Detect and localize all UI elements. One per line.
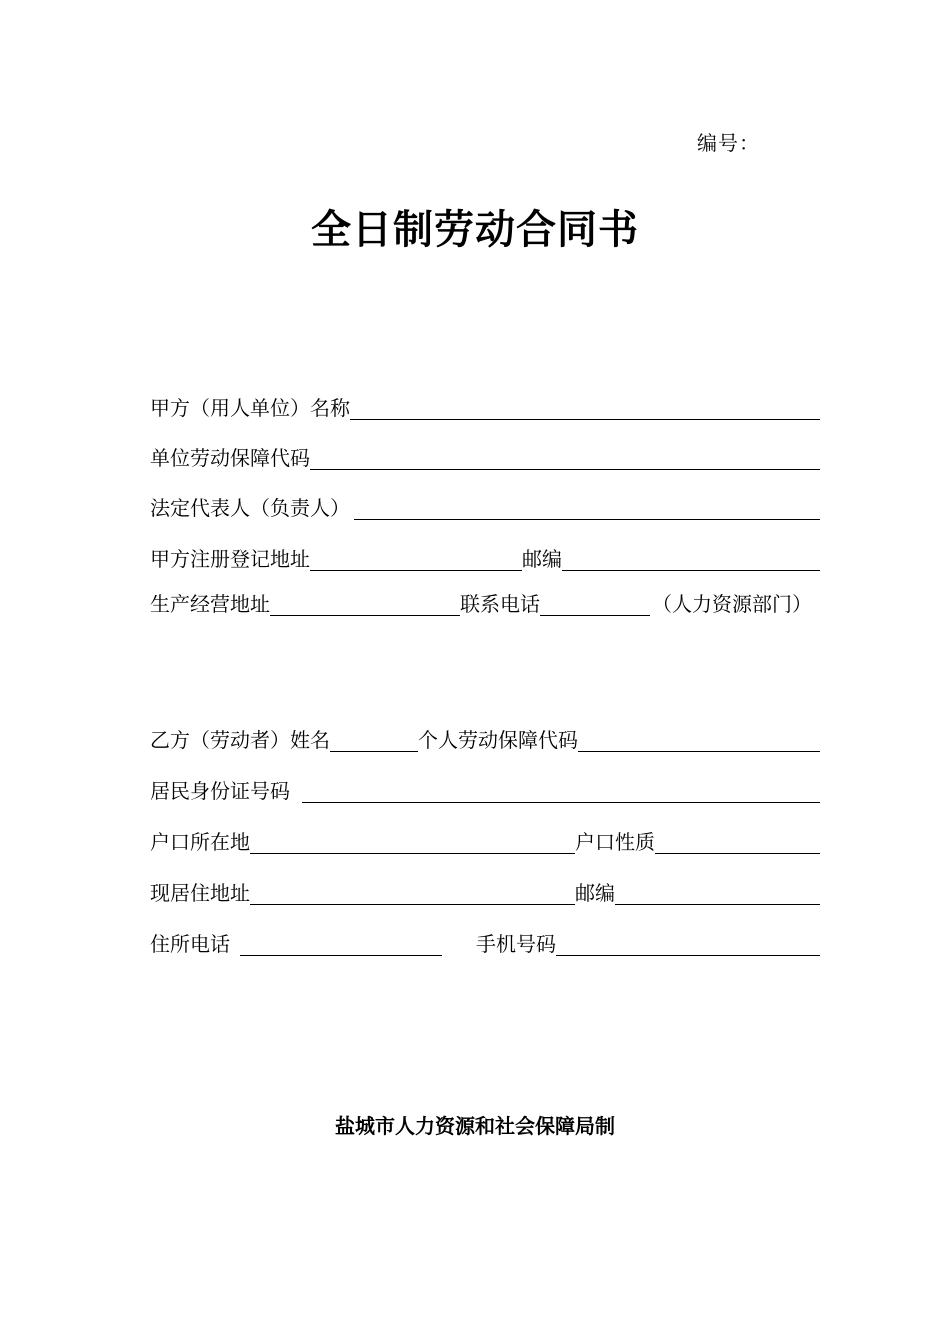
party-b-home-phone-field[interactable] [240,933,442,956]
party-a-biz-address-row [150,588,820,616]
party-b-home-phone-label: 住所电话 [150,932,230,956]
party-a-name-row [150,392,820,420]
party-b-hukou-field[interactable] [250,831,575,854]
party-a-biz-address-label: 生产经营地址 [150,592,270,616]
party-b-phone-row [150,928,820,956]
party-a-code-field[interactable] [310,447,820,470]
party-a-rep-field[interactable] [354,497,820,520]
party-b-address-field[interactable] [250,882,575,905]
party-b-address-label: 现居住地址 [150,881,250,905]
party-b-hukou-row [150,826,820,854]
document-title: 全日制劳动合同书 [311,207,639,253]
party-b-mobile-label: 手机号码 [476,932,556,956]
party-b-id-row [150,775,820,803]
party-a-phone-label: 联系电话 [460,592,540,616]
party-b-hukou-type-field[interactable] [655,831,820,854]
party-b-code-label: 个人劳动保障代码 [418,728,578,752]
party-a-name-label: 甲方（用人单位）名称 [150,396,350,420]
issuer-footer: 盐城市人力资源和社会保障局制 [335,1114,615,1138]
party-b-code-field[interactable] [578,729,820,752]
party-a-postcode-field[interactable] [562,548,820,571]
party-a-biz-address-field[interactable] [270,593,460,616]
party-b-id-label: 居民身份证号码 [150,779,290,803]
party-b-name-field[interactable] [330,729,418,752]
party-b-id-field[interactable] [302,780,820,803]
party-a-postcode-label: 邮编 [522,547,562,571]
party-b-postcode-field[interactable] [615,882,820,905]
party-a-reg-address-field[interactable] [310,548,522,571]
party-a-phone-note: （人力资源部门） [652,592,812,616]
party-a-code-row [150,442,820,470]
party-a-rep-label: 法定代表人（负责人） [150,496,350,520]
party-b-mobile-field[interactable] [556,933,820,956]
serial-number-label: 编号： [697,131,760,155]
party-b-postcode-label: 邮编 [575,881,615,905]
party-b-name-label: 乙方（劳动者）姓名 [150,728,330,752]
party-a-code-label: 单位劳动保障代码 [150,446,310,470]
party-a-name-field[interactable] [350,397,820,420]
party-b-address-row [150,877,820,905]
party-b-name-row [150,724,820,752]
party-b-hukou-type-label: 户口性质 [575,830,655,854]
party-a-reg-address-row [150,543,820,571]
party-b-hukou-label: 户口所在地 [150,830,250,854]
party-a-phone-field[interactable] [540,593,650,616]
party-a-rep-row [150,492,820,520]
party-a-reg-address-label: 甲方注册登记地址 [150,547,310,571]
